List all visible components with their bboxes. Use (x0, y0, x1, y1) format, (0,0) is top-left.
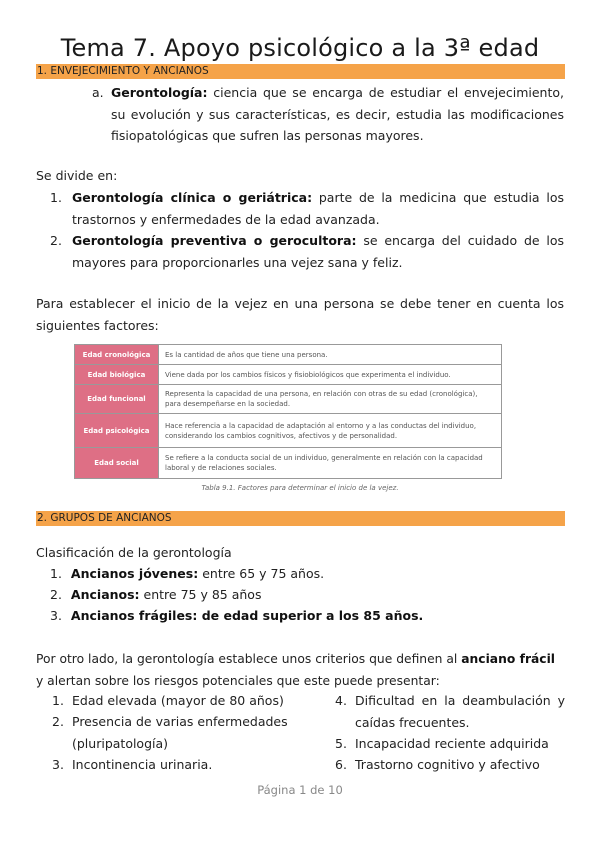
gerontology-text: ciencia que se encarga de estudiar el envejecimiento, su evolución y sus características, es decir, estudia las modificaciones fisiopatológicas que sufren las personas mayores. (111, 85, 564, 143)
criteria-text: Presencia de varias enfermedades (pluripatología) (72, 714, 288, 751)
division-item (50, 230, 564, 274)
criteria-text: Trastorno cognitivo y afectivo (355, 757, 540, 772)
table-value: Representa la capacidad de una persona, en relación con otras de su edad (cronológica), para desempeñarse en la sociedad. (159, 385, 502, 414)
table-value: Viene dada por los cambios físicos y fisiobiológicos que experimenta el individuo. (159, 365, 502, 385)
criteria-text: Incontinencia urinaria. (72, 757, 213, 772)
criteria-text: Edad elevada (mayor de 80 años) (72, 693, 284, 708)
division-text: parte de la medicina que estudia los trastornos y enfermedades de la edad avanzada. (72, 190, 564, 227)
group-item (50, 563, 324, 585)
table-row (75, 448, 502, 479)
table-value: Es la cantidad de años que tiene una persona. (159, 345, 502, 365)
criteria-number: 1. (52, 693, 64, 708)
group-term: Ancianos: (70, 587, 140, 602)
criteria-intro-post: y alertan sobre los riesgos potenciales que este puede presentar: (36, 673, 440, 688)
criteria-number: 5. (335, 736, 347, 751)
criteria-text: Incapacidad reciente adquirida (355, 736, 549, 751)
group-item (50, 584, 261, 606)
group-item (50, 605, 423, 627)
divide-intro: Se divide en: (36, 168, 118, 183)
table-row (75, 345, 502, 365)
criteria-term: anciano frácil (461, 652, 556, 666)
division-text: se encarga del cuidado de los mayores para proporcionarles una vejez sana y feliz. (72, 233, 564, 270)
table-row (75, 414, 502, 448)
group-text: entre 65 y 75 años. (202, 566, 325, 581)
table-label: Edad funcional (75, 385, 159, 414)
division-number: 2. (50, 233, 62, 248)
table-row (75, 385, 502, 414)
group-text: entre 75 y 85 años (143, 587, 262, 602)
aging-factors-table (74, 344, 502, 479)
criteria-item (335, 733, 565, 755)
criteria-item (335, 754, 565, 776)
division-term: Gerontología clínica o geriátrica: (72, 190, 313, 205)
table-label: Edad social (75, 448, 159, 479)
group-number: 3. (50, 608, 62, 623)
table-label: Edad biológica (75, 365, 159, 385)
criteria-intro (36, 649, 566, 692)
table-label: Edad psicológica (75, 414, 159, 448)
item-marker: a. (92, 85, 104, 100)
criteria-number: 4. (335, 693, 347, 708)
section-heading-1: 1. ENVEJECIMIENTO Y ANCIANOS (36, 64, 565, 79)
table-value: Hace referencia a la capacidad de adaptación al entorno y a las conductas del individuo, considerando los cambios cognitivos, afectivos y de personalidad. (159, 414, 502, 448)
division-term: Gerontología preventiva o gerocultora: (72, 233, 357, 248)
group-term: Ancianos jóvenes: (70, 566, 199, 581)
division-item (50, 187, 564, 231)
group-term: Ancianos frágiles: de edad superior a los 85 años. (70, 608, 424, 623)
criteria-item (52, 690, 292, 712)
group-number: 1. (50, 566, 62, 581)
criteria-text: Dificultad en la deambulación y caídas frecuentes. (355, 693, 565, 730)
criteria-number: 2. (52, 714, 64, 729)
division-number: 1. (50, 190, 62, 205)
gerontology-term: Gerontología: (111, 85, 208, 100)
table-row (75, 365, 502, 385)
gerontology-definition (111, 82, 564, 147)
criteria-item (52, 711, 292, 755)
table-value: Se refiere a la conducta social de un individuo, generalmente en relación con la capacidad laboral y de relaciones sociales. (159, 448, 502, 479)
factors-intro: Para establecer el inicio de la vejez en una persona se debe tener en cuenta los siguientes factores: (36, 296, 564, 333)
criteria-number: 3. (52, 757, 64, 772)
classification-intro: Clasificación de la gerontología (36, 545, 232, 560)
group-number: 2. (50, 587, 62, 602)
page-footer: Página 1 de 10 (257, 783, 343, 797)
table-caption: Tabla 9.1. Factores para determinar el inicio de la vejez. (201, 484, 399, 492)
page-title: Tema 7. Apoyo psicológico a la 3ª edad (60, 34, 540, 62)
criteria-item (335, 690, 565, 734)
section-heading-2: 2. GRUPOS DE ANCIANOS (36, 511, 565, 526)
criteria-number: 6. (335, 757, 347, 772)
criteria-intro-pre: Por otro lado, la gerontología establece unos criterios que definen al (36, 652, 458, 666)
criteria-item (52, 754, 292, 776)
table-label: Edad cronológica (75, 345, 159, 365)
